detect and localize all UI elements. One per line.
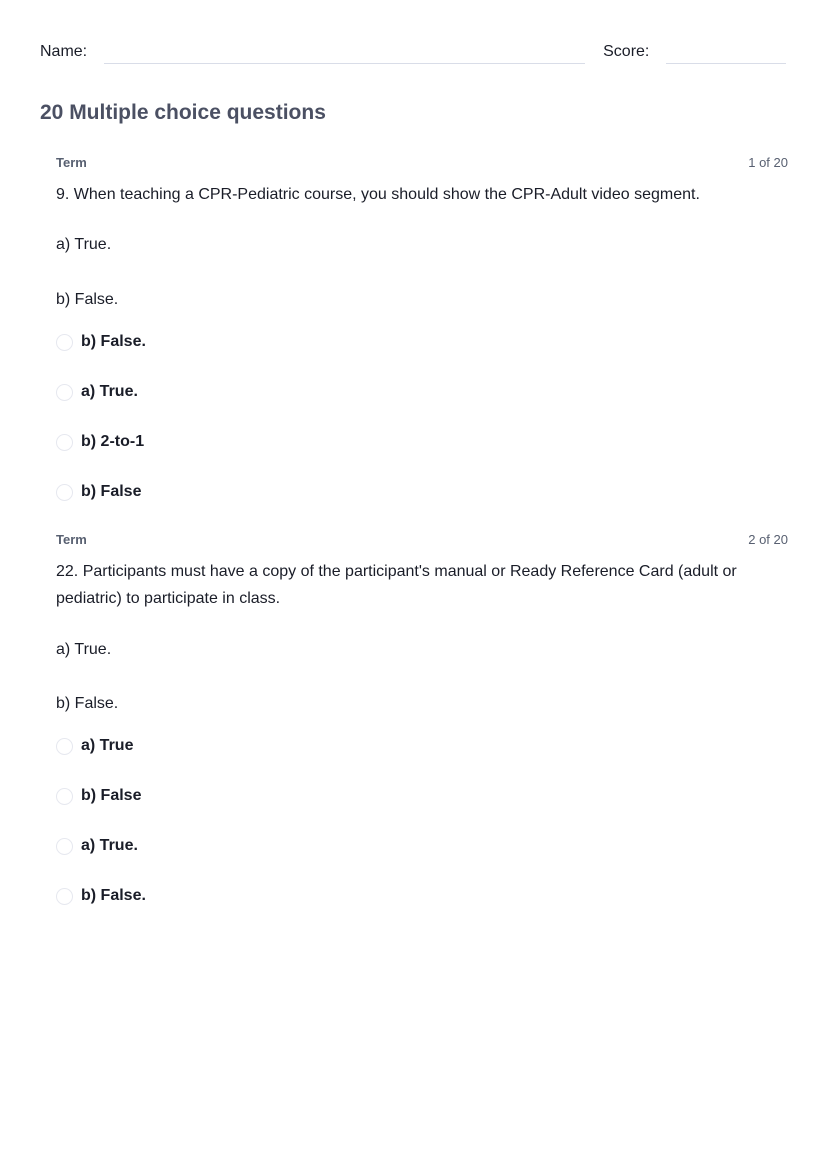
answer-choice-label: a) True. [81,837,138,854]
question-option-a: a) True. [56,236,112,253]
name-input-line[interactable] [104,41,585,64]
answer-choice-2[interactable] [56,381,138,403]
radio-button[interactable] [56,788,73,805]
radio-button[interactable] [56,434,73,451]
question-text: 9. When teaching a CPR-Pediatric course, you should show the CPR-Adult video segment. [56,186,700,203]
question-option-b: b) False. [56,695,119,712]
question-card-1 [56,154,788,500]
section-title: 20 Multiple choice questions [40,101,326,124]
question-counter: 1 of 20 [748,155,788,170]
answer-choice-2[interactable] [56,785,141,807]
radio-button[interactable] [56,738,73,755]
answer-choice-1[interactable] [56,331,146,353]
answer-choice-label: a) True. [81,383,138,400]
answer-choice-label: b) False [81,787,142,804]
score-label: Score: [603,43,650,60]
answer-choice-label: b) False. [81,887,146,904]
radio-button[interactable] [56,484,73,501]
answer-choice-label: a) True [81,737,134,754]
score-input-line[interactable] [666,41,786,64]
question-option-a: a) True. [56,641,112,658]
answer-choice-label: b) 2-to-1 [81,433,145,450]
question-text: 22. Participants must have a copy of the participant's manual or Ready Reference Card (adult or pediatric) to participate in class. [56,563,737,607]
question-meta [56,154,788,172]
answer-choice-3[interactable] [56,431,144,453]
name-label: Name: [40,43,88,60]
question-card-2 [56,531,788,904]
radio-button[interactable] [56,838,73,855]
term-label: Term [56,532,87,547]
answer-choice-1[interactable] [56,735,133,757]
answer-choice-4[interactable] [56,481,141,503]
question-meta [56,531,788,549]
radio-button[interactable] [56,384,73,401]
answer-choice-label: b) False [81,483,142,500]
answer-choice-label: b) False. [81,333,146,350]
radio-button[interactable] [56,334,73,351]
term-label: Term [56,155,87,170]
answer-choice-4[interactable] [56,885,146,907]
radio-button[interactable] [56,888,73,905]
worksheet-header [40,41,788,65]
question-counter: 2 of 20 [748,532,788,547]
question-option-b: b) False. [56,291,119,308]
answer-choice-3[interactable] [56,835,138,857]
